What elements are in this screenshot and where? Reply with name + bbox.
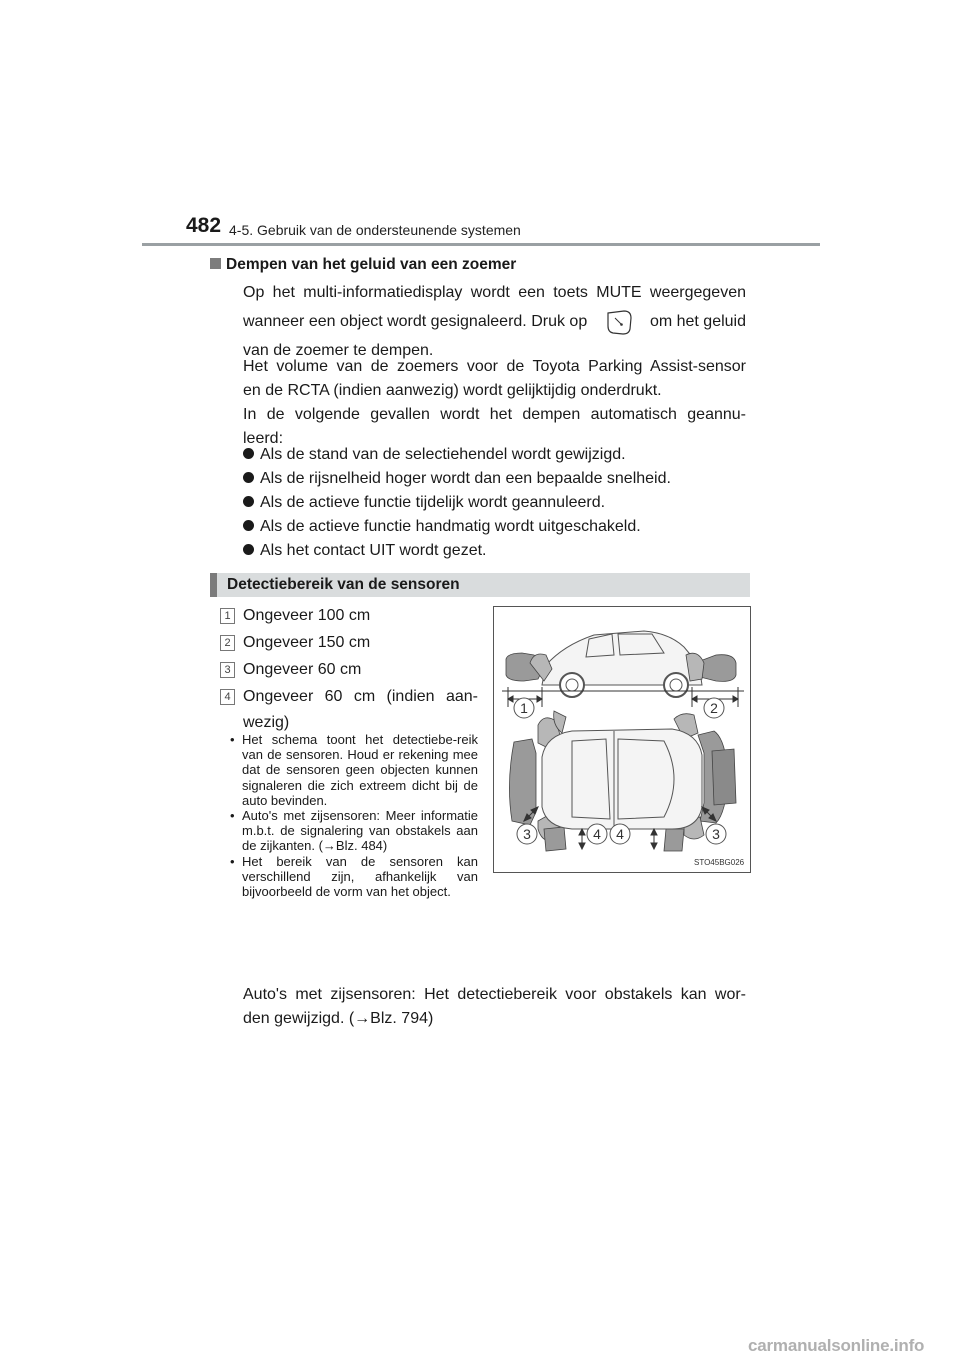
- car-top-view: [542, 729, 702, 829]
- small-bullet-icon: •: [230, 808, 235, 824]
- side-sensor-paragraph: [243, 983, 746, 1031]
- mute-key-icon: [604, 307, 634, 337]
- note-item: • Het bereik van de sensoren kan verschillend zijn, afhankelijk van bijvoorbeeld de vorm van het object.: [230, 853, 478, 900]
- note-item: • Het schema toont het detectiebe-reik van de sensoren. Houd er rekening mee dat de sensoren geen objecten kunnen signaleren die zich extreem dicht bij de auto bevinden.: [230, 732, 478, 808]
- callout-4-right: [610, 824, 630, 844]
- page-number: 482: [186, 214, 222, 237]
- car-side-view: [542, 631, 702, 697]
- paragraph-volume: [243, 355, 746, 451]
- callout-3-left: [517, 824, 537, 844]
- range-item-1: [220, 603, 478, 629]
- sensor-range-figure: [493, 606, 751, 873]
- number-badge: 4: [220, 689, 235, 705]
- notes-list: [228, 732, 478, 899]
- small-bullet-icon: •: [230, 853, 235, 869]
- range-list: [220, 603, 478, 737]
- para1-line2a: wanneer een object wordt gesignaleerd. Druk op: [243, 313, 588, 330]
- section-heading-text: Dempen van het geluid van een zoemer: [226, 256, 517, 273]
- para1-line2b: om het geluid: [649, 313, 746, 330]
- callout-1: [514, 698, 534, 718]
- bullet-icon: [243, 520, 254, 531]
- range-item-text: Ongeveer 100 cm: [243, 607, 371, 624]
- svg-text:1: 1: [520, 700, 528, 716]
- range-item-4: [220, 684, 478, 736]
- section-heading: [210, 256, 516, 274]
- banner-title: Detectiebereik van de sensoren: [227, 576, 460, 593]
- range-item-3: [220, 657, 478, 683]
- svg-text:3: 3: [712, 826, 720, 842]
- svg-text:2: 2: [710, 700, 718, 716]
- para2-line4: leerd:: [243, 430, 284, 447]
- note-item: • Auto's met zijsensoren: Meer informatie m.b.t. de signalering van obstakels aan de zijkanten. (→Blz. 484): [230, 808, 478, 854]
- bullet-icon: [243, 448, 254, 459]
- svg-text:4: 4: [616, 826, 624, 842]
- square-bullet-icon: [210, 258, 221, 269]
- banner-accent-bar: [210, 573, 217, 597]
- list-item: Als de stand van de selectiehendel wordt gewijzigd.: [243, 443, 671, 467]
- number-badge: 3: [220, 662, 235, 678]
- svg-text:4: 4: [593, 826, 601, 842]
- figure-code: STO45BG026: [694, 858, 745, 867]
- para2-line3: In de volgende gevallen wordt het dempen automatisch geannu-: [243, 406, 746, 423]
- svg-text:3: 3: [523, 826, 531, 842]
- small-bullet-icon: •: [230, 732, 235, 747]
- callout-2: [704, 698, 724, 718]
- callout-4-left: [587, 824, 607, 844]
- callout-3-right: [706, 824, 726, 844]
- number-badge: 1: [220, 608, 235, 624]
- range-item-text: Ongeveer 150 cm: [243, 634, 371, 651]
- bullet-icon: [243, 544, 254, 555]
- range-item-text-cont: wezig): [243, 714, 290, 731]
- dimension-arrows-side: [508, 687, 738, 707]
- para1-line1: Op het multi-informatiedisplay wordt een toets MUTE weergegeven: [243, 284, 746, 301]
- number-badge: 2: [220, 635, 235, 651]
- para2-line2: en de RCTA (indien aanwezig) wordt gelijktijdig onderdrukt.: [243, 382, 662, 399]
- paragraph-mute: [243, 281, 746, 363]
- para1-line3: van de zoemer te dempen.: [243, 342, 434, 359]
- list-item: Als de rijsnelheid hoger wordt dan een bepaalde snelheid.: [243, 467, 671, 491]
- range-item-text: Ongeveer 60 cm (indien aan-: [243, 688, 478, 705]
- para1-line2: [243, 305, 746, 339]
- para2-line1: Het volume van de zoemers voor de Toyota Parking Assist-sensor: [243, 358, 746, 375]
- header-rule: [142, 243, 820, 246]
- bullet-icon: [243, 472, 254, 483]
- bullet-icon: [243, 496, 254, 507]
- cancel-conditions-list: [243, 443, 671, 563]
- list-item: Als de actieve functie handmatig wordt uitgeschakeld.: [243, 515, 671, 539]
- range-item-2: [220, 630, 478, 656]
- footer-line2: den gewijzigd. (→Blz. 794): [243, 1010, 434, 1027]
- watermark: carmanualsonline.info: [748, 1336, 925, 1355]
- footer-line1: Auto's met zijsensoren: Het detectiebereik voor obstakels kan wor-: [243, 986, 746, 1003]
- running-head: 4-5. Gebruik van de ondersteunende systemen: [229, 222, 521, 238]
- range-item-text: Ongeveer 60 cm: [243, 661, 362, 678]
- list-item: Als de actieve functie tijdelijk wordt geannuleerd.: [243, 491, 671, 515]
- sensor-range-diagram: [494, 607, 750, 872]
- list-item: Als het contact UIT wordt gezet.: [243, 539, 671, 563]
- detection-range-banner: [210, 573, 750, 597]
